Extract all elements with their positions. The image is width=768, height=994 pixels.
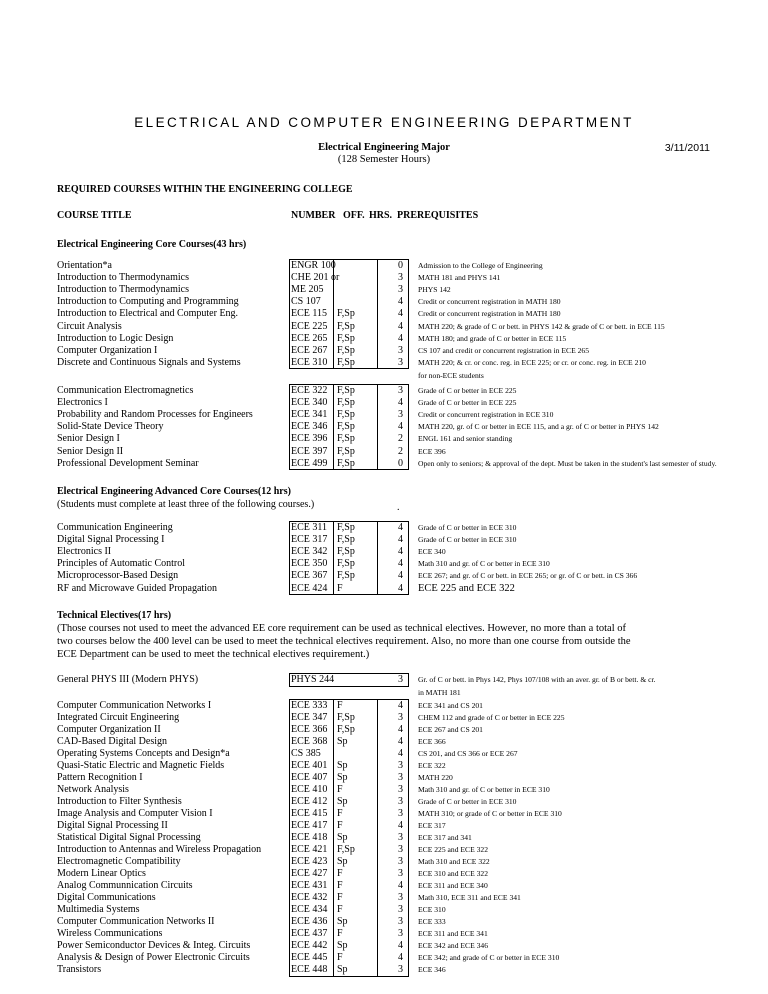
technical-note-line-1: (Those courses not used to meet the advanced EE core requirement can be used as technical electives. However, no more than a total of (57, 623, 626, 634)
course-prereq: Math 310 and ECE 322 (418, 857, 490, 866)
table-row (0, 458, 768, 470)
course-title: Introduction to Thermodynamics (57, 272, 190, 284)
table-row (0, 558, 768, 570)
table-row (0, 868, 768, 880)
course-number: CS 385 (291, 748, 321, 759)
table-row (0, 409, 768, 421)
column-header-hours: HRS. (369, 210, 393, 221)
table-row (0, 433, 768, 445)
course-hours: 4 (398, 534, 403, 546)
course-hours: 4 (398, 421, 403, 433)
course-prereq: ECE 322 (418, 761, 446, 770)
course-offered: F,Sp (337, 570, 355, 582)
course-offered: F,Sp (337, 522, 355, 533)
course-hours: 4 (398, 736, 403, 747)
course-prereq: Credit or concurrent registration in ECE 310 (418, 410, 554, 420)
course-offered: F (337, 868, 343, 879)
course-offered (333, 284, 377, 296)
course-prereq: Grade of C or better in ECE 225 (418, 386, 517, 395)
table-row (0, 700, 768, 712)
course-prereq: ECE 366 (418, 737, 446, 746)
course-hours: 3 (398, 928, 403, 939)
course-number: ECE 445 (291, 952, 328, 963)
core-heading: Electrical Engineering Core Courses(43 hrs) (57, 239, 247, 250)
course-offered: F (337, 880, 343, 891)
table-row (0, 940, 768, 952)
document-date: 3/11/2011 (664, 142, 710, 154)
course-offered: F,Sp (337, 844, 355, 855)
course-offered: F,Sp (337, 308, 355, 320)
course-offered: F,Sp (337, 457, 355, 469)
table-row (0, 784, 768, 796)
course-number: ECE 265 (291, 332, 328, 344)
course-title: Network Analysis (57, 784, 129, 795)
table-row (0, 760, 768, 772)
course-hours: 4 (398, 582, 403, 594)
course-offered: F (337, 952, 343, 963)
course-number: ECE 317 (291, 534, 328, 546)
course-hours: 4 (398, 546, 403, 558)
course-number: ECE 333 (291, 700, 328, 711)
table-row (0, 832, 768, 844)
course-offered: F,Sp (337, 712, 355, 723)
course-number: ECE 431 (291, 880, 328, 891)
course-number: ECE 396 (291, 433, 328, 445)
table-row (0, 674, 768, 686)
course-number: ECE 397 (291, 445, 328, 457)
course-prereq: ECE 225 and ECE 322 (418, 582, 515, 594)
course-number: ECE 421 (291, 844, 328, 855)
course-title: General PHYS III (Modern PHYS) (57, 674, 199, 685)
course-hours: 4 (398, 522, 403, 533)
table-row (0, 820, 768, 832)
course-offered: F (337, 582, 343, 594)
course-offered: F (337, 892, 343, 903)
course-title: Electronics I (57, 397, 108, 409)
technical-note-line-2: two courses below the 400 level can be used to meet the technical electives requirement. Also, no more than one course from outside the (57, 636, 631, 647)
course-title: Multimedia Systems (57, 904, 140, 915)
course-hours: 4 (398, 880, 403, 891)
course-title: Communication Engineering (57, 522, 173, 533)
course-title: Computer Communication Networks II (57, 916, 215, 927)
table-row (0, 880, 768, 892)
course-hours: 4 (398, 320, 403, 332)
course-hours: 3 (398, 674, 403, 685)
course-hours: 2 (398, 445, 403, 457)
column-header-title: COURSE TITLE (57, 210, 132, 221)
course-title: Modern Linear Optics (57, 868, 146, 879)
course-number: ECE 417 (291, 820, 328, 831)
course-prereq: ECE 341 and CS 201 (418, 701, 483, 710)
course-title: Introduction to Filter Synthesis (57, 796, 182, 807)
course-title: Electromagnetic Compatibility (57, 856, 181, 867)
table-row (0, 570, 768, 582)
course-number: ECE 341 (291, 409, 328, 421)
course-offered: F (337, 928, 343, 939)
course-prereq: Grade of C or better in ECE 310 (418, 523, 517, 532)
table-row (0, 808, 768, 820)
course-hours: 4 (398, 308, 403, 320)
table-row (0, 522, 768, 534)
course-offered: F,Sp (337, 409, 355, 421)
table-row (0, 712, 768, 724)
course-offered: Sp (337, 772, 348, 783)
course-prereq: Credit or concurrent registration in MATH 180 (418, 297, 561, 307)
course-title: Pattern Recognition I (57, 772, 143, 783)
course-number: ECE 401 (291, 760, 328, 771)
course-title: Introduction to Antennas and Wireless Propagation (57, 844, 262, 855)
course-number: ECE 311 (291, 522, 328, 533)
course-number: CS 107 (291, 296, 321, 308)
table-row (0, 724, 768, 736)
course-title: Electronics II (57, 546, 112, 558)
course-number: ECE 115 (291, 308, 328, 320)
course-number: ECE 427 (291, 868, 328, 879)
table-row (0, 284, 768, 296)
table-row (0, 546, 768, 558)
course-prereq: MATH 220 (418, 773, 453, 782)
table-row (0, 260, 768, 272)
course-title: Operating Systems Concepts and Design*a (57, 748, 230, 759)
course-prereq: CHEM 112 and grade of C or better in ECE 225 (418, 713, 565, 722)
table-row (0, 928, 768, 940)
course-number: ECE 418 (291, 832, 328, 843)
course-hours: 3 (398, 344, 403, 356)
course-prereq: Math 310, ECE 311 and ECE 341 (418, 893, 521, 902)
course-title: Communication Electromagnetics (57, 385, 194, 396)
course-title: Senior Design II (57, 445, 124, 457)
course-offered: F,Sp (337, 332, 355, 344)
course-hours: 3 (398, 712, 403, 723)
course-prereq: ENGL 161 and senior standing (418, 434, 513, 444)
course-prereq: ECE 396 (418, 446, 446, 456)
course-prereq: ECE 310 (418, 905, 446, 914)
table-row (0, 904, 768, 916)
course-title: Quasi-Static Electric and Magnetic Fields (57, 760, 225, 771)
table-row (0, 736, 768, 748)
table-row (0, 772, 768, 784)
course-number: ECE 310 (291, 356, 328, 368)
table-row (0, 748, 768, 760)
course-title: Wireless Communications (57, 928, 163, 939)
course-number: ECE 436 (291, 916, 328, 927)
course-title: Solid-State Device Theory (57, 421, 164, 433)
course-number: ECE 407 (291, 772, 328, 783)
technical-note-line-3: ECE Department can be used to meet the technical electives requirement.) (57, 649, 370, 660)
table-row (0, 345, 768, 357)
course-title: Transistors (57, 964, 102, 975)
course-offered: F (337, 820, 343, 831)
course-prereq: MATH 181 and PHYS 141 (418, 273, 501, 283)
course-offered: F,Sp (337, 534, 355, 546)
course-number: ECE 366 (291, 724, 328, 735)
course-prereq: ECE 317 and 341 (418, 833, 472, 842)
course-prereq: CS 107 and credit or concurrent registration in ECE 265 (418, 345, 590, 355)
course-title: Circuit Analysis (57, 320, 122, 332)
technical-heading: Technical Electives(17 hrs) (57, 610, 172, 621)
course-hours: 4 (398, 700, 403, 711)
course-number: ECE 499 (291, 457, 328, 469)
table-row (0, 534, 768, 546)
course-number: ECE 350 (291, 558, 328, 570)
course-prereq: ECE 310 and ECE 322 (418, 869, 489, 878)
course-prereq: Grade of C or better in ECE 225 (418, 398, 517, 408)
course-title: Digital Signal Processing II (57, 820, 168, 831)
course-offered: F,Sp (337, 433, 355, 445)
course-offered: F,Sp (337, 344, 355, 356)
course-prereq: ECE 267 and CS 201 (418, 725, 483, 734)
department-title: ELECTRICAL AND COMPUTER ENGINEERING DEPARTMENT (134, 115, 634, 130)
course-offered: F (337, 904, 343, 915)
course-title: Digital Communications (57, 892, 156, 903)
course-number: ECE 340 (291, 397, 328, 409)
course-offered: F,Sp (337, 558, 355, 570)
course-hours: 4 (398, 940, 403, 951)
table-row (0, 856, 768, 868)
course-title: Introduction to Logic Design (57, 332, 174, 344)
course-hours: 3 (398, 772, 403, 783)
course-number: ECE 347 (291, 712, 328, 723)
course-prereq: MATH 220, gr. of C or better in ECE 115, and a gr. of C or better in PHYS 142 (418, 422, 659, 432)
course-prereq: Math 310 and gr. of C or better in ECE 310 (418, 559, 550, 569)
course-offered (333, 748, 377, 760)
core-extra-note: for non-ECE students (418, 371, 484, 380)
course-hours: 4 (398, 558, 403, 570)
course-number: ECE 437 (291, 928, 328, 939)
course-offered (333, 272, 377, 284)
table-row (0, 844, 768, 856)
course-number: ECE 423 (291, 856, 328, 867)
course-hours: 3 (398, 784, 403, 795)
course-prereq: MATH 180; and grade of C or better in ECE 115 (418, 333, 567, 343)
course-offered: Sp (337, 760, 348, 771)
table-row (0, 421, 768, 433)
advanced-heading: Electrical Engineering Advanced Core Courses(12 hrs) (57, 486, 291, 497)
course-hours: 3 (398, 868, 403, 879)
course-title: Orientation*a (57, 260, 112, 271)
course-prereq: ECE 267; and gr. of C or bett. in ECE 265; or gr. of C or bett. in CS 366 (418, 571, 638, 581)
course-hours: 4 (398, 748, 403, 759)
course-offered: F,Sp (337, 445, 355, 457)
course-title: Computer Organization II (57, 724, 161, 735)
table-row (0, 308, 768, 320)
course-hours: 2 (398, 433, 403, 445)
course-hours: 4 (398, 397, 403, 409)
course-prereq: Grade of C or better in ECE 310 (418, 797, 517, 806)
course-prereq: ECE 317 (418, 821, 446, 830)
course-prereq: Admission to the College of Engineering (418, 261, 543, 270)
course-hours: 3 (398, 385, 403, 396)
course-number: ECE 346 (291, 421, 328, 433)
course-hours: 4 (398, 296, 403, 308)
course-title: Introduction to Computing and Programming (57, 296, 239, 308)
course-hours: 3 (398, 892, 403, 903)
course-hours: 3 (398, 856, 403, 867)
course-prereq: Grade of C or better in ECE 310 (418, 535, 517, 545)
course-number: ECE 415 (291, 808, 328, 819)
course-title: Digital Signal Processing I (57, 534, 165, 546)
course-offered: F,Sp (337, 356, 355, 368)
course-hours: 4 (398, 724, 403, 735)
course-number: ECE 448 (291, 964, 328, 975)
course-hours: 3 (398, 808, 403, 819)
course-hours: 4 (398, 952, 403, 963)
course-prereq: ECE 225 and ECE 322 (418, 845, 489, 854)
course-hours: 3 (398, 832, 403, 843)
table-row (0, 296, 768, 308)
column-header-number: NUMBER (291, 210, 336, 221)
course-prereq: PHYS 142 (418, 285, 451, 295)
course-hours: 0 (398, 260, 403, 271)
course-number: ECE 367 (291, 570, 328, 582)
course-hours: 3 (398, 796, 403, 807)
course-hours: 3 (398, 356, 403, 368)
course-number: ECE 412 (291, 796, 328, 807)
course-title: Professional Development Seminar (57, 457, 199, 469)
course-prereq: Open only to seniors; & approval of the dept. Must be taken in the student's last semester of study. (418, 458, 717, 468)
table-row (0, 796, 768, 808)
course-title: Probability and Random Processes for Engineers (57, 409, 253, 421)
course-title: Discrete and Continuous Signals and Systems (57, 356, 241, 368)
table-row (0, 964, 768, 976)
course-number: ECE 225 (291, 320, 328, 332)
course-title: Computer Organization I (57, 344, 158, 356)
course-offered: Sp (337, 916, 348, 927)
course-prereq: Math 310 and gr. of C or better in ECE 310 (418, 785, 550, 794)
advanced-dot: . (397, 502, 400, 513)
course-number: PHYS 244 (291, 674, 335, 685)
course-prereq-continued: in MATH 181 (418, 688, 461, 697)
table-row (0, 397, 768, 409)
course-hours: 3 (398, 760, 403, 771)
course-title: Power Semiconductor Devices & Integ. Circuits (57, 940, 251, 951)
course-number: ECE 442 (291, 940, 328, 951)
major-title: Electrical Engineering Major (318, 142, 450, 153)
major-hours: (128 Semester Hours) (337, 154, 431, 165)
course-title: Analysis & Design of Power Electronic Circuits (57, 952, 250, 963)
course-offered: Sp (337, 964, 348, 975)
table-row (0, 333, 768, 345)
course-title: Senior Design I (57, 433, 120, 445)
table-row (0, 583, 768, 595)
table-row (0, 385, 768, 397)
course-offered: F,Sp (337, 385, 355, 396)
course-hours: 4 (398, 332, 403, 344)
course-number: ENGR 100 (291, 260, 336, 271)
course-prereq: ECE 311 and ECE 341 (418, 929, 488, 938)
advanced-note: (Students must complete at least three of the following courses.) (57, 499, 315, 510)
course-offered (333, 260, 377, 272)
course-title: Statistical Digital Signal Processing (57, 832, 201, 843)
course-hours: 4 (398, 820, 403, 831)
course-title: Integrated Circuit Engineering (57, 712, 180, 723)
course-offered: F,Sp (337, 397, 355, 409)
course-title: Microprocessor-Based Design (57, 570, 179, 582)
course-title: Analog Communnication Circuits (57, 880, 193, 891)
course-offered: F,Sp (337, 320, 355, 332)
course-offered: F (337, 808, 343, 819)
course-number: ECE 267 (291, 344, 328, 356)
course-prereq: Credit or concurrent registration in MATH 180 (418, 309, 561, 319)
course-offered (333, 296, 377, 308)
course-offered: Sp (337, 796, 348, 807)
course-offered: F,Sp (337, 421, 355, 433)
course-prereq: MATH 220; & grade of C or bett. in PHYS 142 & grade of C or bett. in ECE 115 (418, 321, 665, 331)
course-offered: Sp (337, 736, 348, 747)
course-number: ECE 368 (291, 736, 328, 747)
course-number: ECE 410 (291, 784, 328, 795)
course-number: CHE 201 or (291, 272, 340, 284)
course-offered: F (337, 784, 343, 795)
table-row-continued (0, 687, 768, 699)
course-hours: 3 (398, 904, 403, 915)
course-prereq: ECE 340 (418, 547, 446, 557)
course-title: Image Analysis and Computer Vision I (57, 808, 213, 819)
course-prereq: ECE 342; and grade of C or better in ECE 310 (418, 953, 560, 962)
course-prereq: MATH 310; or grade of C or better in ECE 310 (418, 809, 562, 818)
required-heading: REQUIRED COURSES WITHIN THE ENGINEERING COLLEGE (57, 184, 353, 195)
course-number: ECE 424 (291, 582, 328, 594)
course-title: Computer Communication Networks I (57, 700, 212, 711)
course-title: RF and Microwave Guided Propagation (57, 582, 217, 594)
course-hours: 3 (398, 916, 403, 927)
course-hours: 3 (398, 272, 403, 284)
course-number: ECE 434 (291, 904, 328, 915)
course-offered: Sp (337, 856, 348, 867)
course-hours: 3 (398, 409, 403, 421)
course-prereq: Gr. of C or bett. in Phys 142, Phys 107/108 with an aver. gr. of B or bett. & cr. (418, 675, 656, 684)
course-prereq: ECE 311 and ECE 340 (418, 881, 488, 890)
course-hours: 0 (398, 457, 403, 469)
course-hours: 3 (398, 284, 403, 296)
column-header-offered: OFF. (343, 210, 365, 221)
table-row (0, 916, 768, 928)
course-number: ECE 322 (291, 385, 328, 396)
table-row (0, 357, 768, 369)
course-prereq: CS 201, and CS 366 or ECE 267 (418, 749, 518, 758)
column-header-prereq: PREREQUISITES (397, 210, 479, 221)
course-hours: 4 (398, 570, 403, 582)
table-row (0, 892, 768, 904)
course-offered: F,Sp (337, 724, 355, 735)
course-offered: Sp (337, 940, 348, 951)
course-prereq: MATH 220; & cr. or conc. reg. in ECE 225; or cr. or conc. reg. in ECE 210 (418, 357, 646, 367)
course-offered: F,Sp (337, 546, 355, 558)
course-number: ME 205 (291, 284, 324, 296)
course-title: Introduction to Electrical and Computer Eng. (57, 308, 239, 320)
course-prereq: ECE 342 and ECE 346 (418, 941, 489, 950)
course-title: Introduction to Thermodynamics (57, 284, 190, 296)
course-offered: F (337, 700, 343, 711)
table-row (0, 952, 768, 964)
course-hours: 3 (398, 844, 403, 855)
course-hours: 3 (398, 964, 403, 975)
course-number: ECE 342 (291, 546, 328, 558)
course-prereq: ECE 346 (418, 965, 446, 974)
table-row (0, 446, 768, 458)
course-title: CAD-Based Digital Design (57, 736, 167, 747)
table-row (0, 272, 768, 284)
course-offered: Sp (337, 832, 348, 843)
course-number: ECE 432 (291, 892, 328, 903)
table-row (0, 321, 768, 333)
course-title: Principles of Automatic Control (57, 558, 186, 570)
course-prereq: ECE 333 (418, 917, 446, 926)
